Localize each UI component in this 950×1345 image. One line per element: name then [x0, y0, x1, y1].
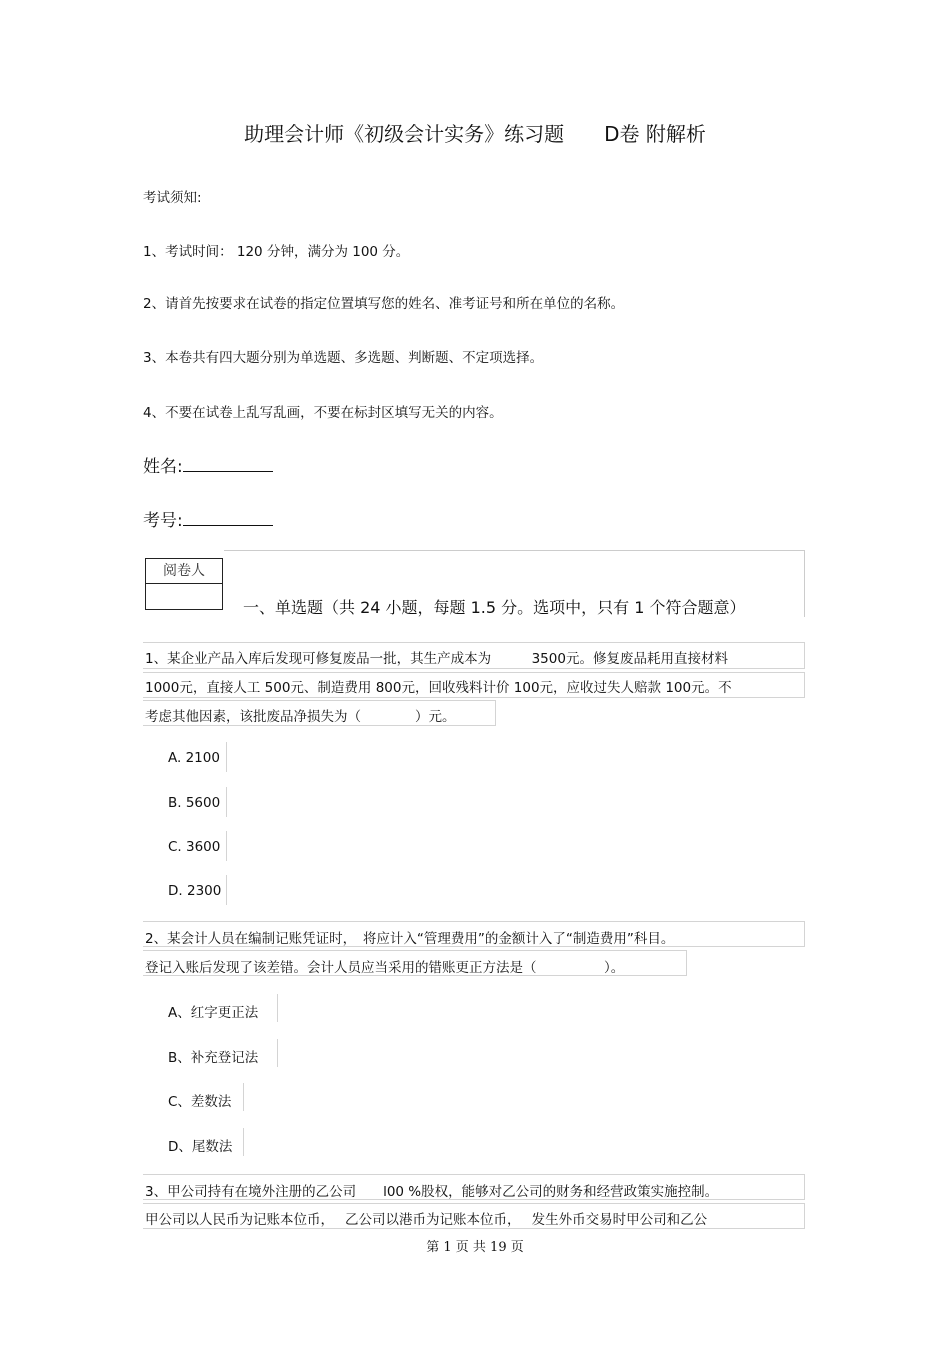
exam-id-label: 考号:: [143, 511, 183, 531]
option-a[interactable]: A. 2100: [168, 750, 220, 766]
name-field[interactable]: [143, 452, 273, 477]
notice-heading: 考试须知:: [143, 190, 202, 206]
notice-item: 1、考试时间： 120 分钟，满分为 100 分。: [143, 244, 410, 260]
question-text: 考虑其他因素，该批废品净损失为（ ）元。: [145, 709, 456, 725]
page-footer: 第 1 页 共 19 页: [426, 1240, 524, 1255]
grader-label: 阅卷人: [146, 559, 222, 584]
question-text: 甲公司以人民币为记账本位币， 乙公司以港币为记账本位币， 发生外币交易时甲公司和乙公: [145, 1212, 708, 1228]
option-b[interactable]: B. 5600: [168, 795, 221, 811]
section-title: 一、单选题（共 24 小题，每题 1.5 分。选项中，只有 1 个符合题意）: [243, 598, 746, 617]
exam-id-field[interactable]: [143, 506, 273, 531]
question-text: 1000元，直接人工 500元、制造费用 800元，回收残料计价 100元，应收过失人赔款 100元。不: [145, 680, 732, 696]
option-b[interactable]: B、补充登记法: [168, 1050, 259, 1066]
question-text: 3、甲公司持有在境外注册的乙公司 l00 %股权，能够对乙公司的财务和经营政策实施控制。: [145, 1184, 719, 1200]
option-d[interactable]: D、尾数法: [168, 1139, 233, 1155]
notice-item: 3、本卷共有四大题分别为单选题、多选题、判断题、不定项选择。: [143, 350, 544, 366]
document-title: 助理会计师《初级会计实务》练习题 D卷 附解析: [244, 122, 706, 146]
option-d[interactable]: D. 2300: [168, 883, 222, 899]
name-label: 姓名:: [143, 457, 183, 477]
name-blank[interactable]: [183, 455, 273, 472]
option-c[interactable]: C、差数法: [168, 1094, 232, 1110]
question-text: 登记入账后发现了该差错。会计人员应当采用的错账更正方法是（ ）。: [145, 960, 625, 976]
option-a[interactable]: A、红字更正法: [168, 1005, 259, 1021]
notice-item: 2、请首先按要求在试卷的指定位置填写您的姓名、准考证号和所在单位的名称。: [143, 296, 625, 312]
grader-box: [145, 558, 223, 610]
option-c[interactable]: C. 3600: [168, 839, 221, 855]
notice-item: 4、不要在试卷上乱写乱画，不要在标封区填写无关的内容。: [143, 405, 503, 421]
exam-id-blank[interactable]: [183, 509, 273, 526]
question-text: 2、某会计人员在编制记账凭证时， 将应计入“管理费用”的金额计入了“制造费用”科目。: [145, 931, 675, 947]
question-text: 1、某企业产品入库后发现可修复废品一批，其生产成本为 3500元。修复废品耗用直接材料: [145, 651, 728, 667]
